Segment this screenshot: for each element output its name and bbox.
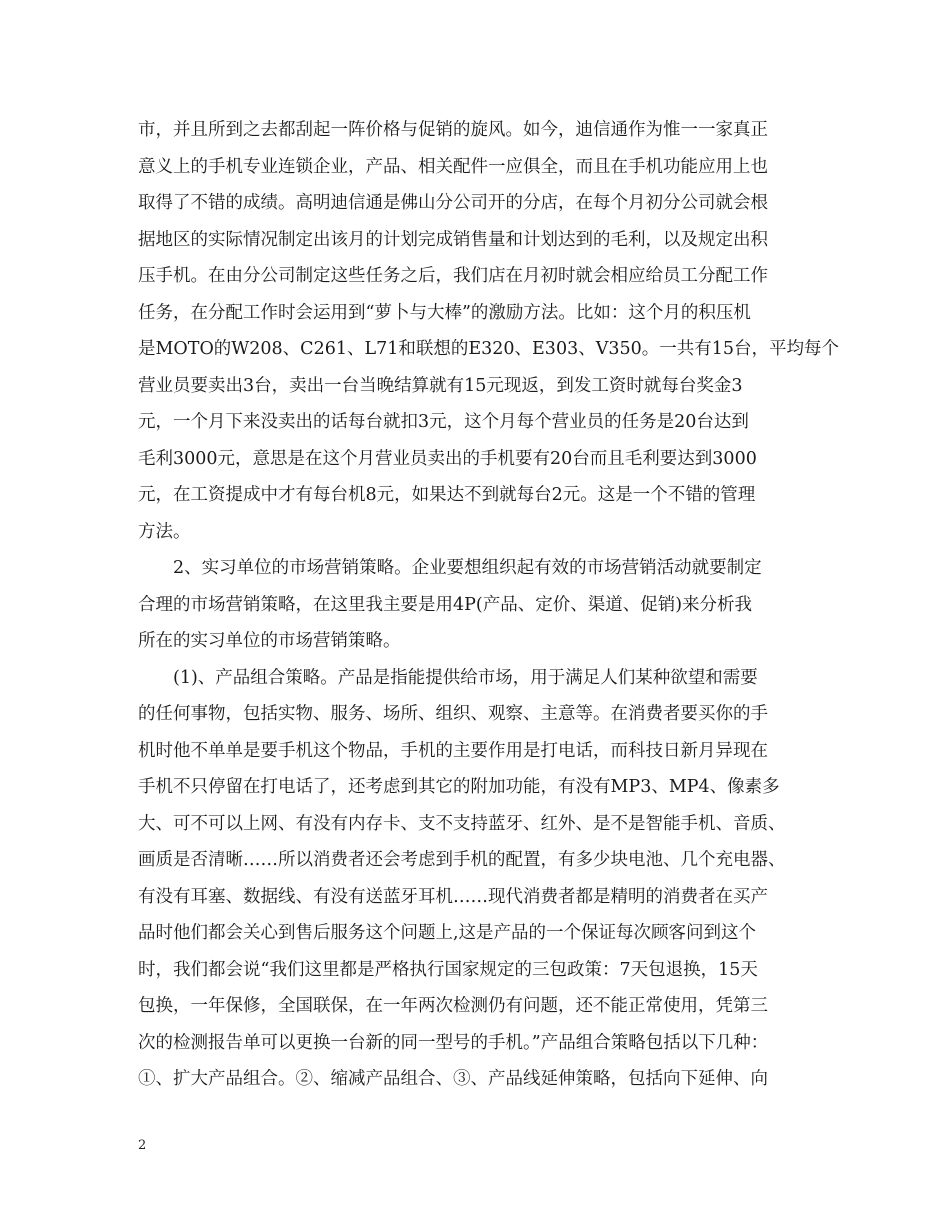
text-line: 2、实习单位的市场营销策略。企业要想组织起有效的市场营销活动就要制定: [173, 558, 762, 578]
page-number: 2: [138, 1138, 147, 1153]
text-line: 营业员要卖出3台，卖出一台当晚结算就有15元现返，到发工资时就每台奖金3: [138, 375, 743, 396]
paragraph: [138, 550, 828, 660]
text-line: 画质是否清晰……所以消费者还会考虑到手机的配置，有多少块电池、几个充电器、: [138, 850, 786, 870]
text-line: 据地区的实际情况制定出该月的计划完成销售量和计划达到的毛利，以及规定出积: [138, 229, 768, 250]
text-line: 毛利3000元，意思是在这个月营业员卖出的手机要有20台而且毛利要达到3000: [138, 448, 757, 469]
text-line: 取得了不错的成绩。高明迪信通是佛山分公司开的分店，在每个月初分公司就会根: [138, 193, 768, 213]
text-line: 时，我们都会说“我们这里都是严格执行国家规定的三包政策：7天包退换，15天: [138, 959, 758, 980]
text-line: ①、扩大产品组合。②、缩减产品组合、③、产品线延伸策略，包括向下延伸、向: [138, 1069, 768, 1089]
paragraph: [138, 112, 840, 550]
text-line: 元，一个月下来没卖出的话每台就扣3元，这个月每个营业员的任务是20台达到: [138, 412, 749, 432]
text-line: 大、可不可以上网、有没有内存卡、支不支持蓝牙、红外、是不是智能手机、音质、: [138, 813, 786, 834]
text-line: 次的检测报告单可以更换一台新的同一型号的手机。”产品组合策略包括以下几种：: [138, 1032, 769, 1053]
text-line: 任务，在分配工作时会运用到“萝卜与大棒”的激励方法。比如：这个月的积压机: [138, 302, 751, 323]
text-line: 元，在工资提成中才有每台机8元，如果达不到就每台2元。这是一个不错的管理: [138, 485, 756, 505]
text-line: 合理的市场营销策略，在这里我主要是用4P(产品、定价、渠道、促销)来分析我: [138, 594, 753, 615]
text-line: 方法。: [138, 521, 191, 542]
text-line: 市，并且所到之去都刮起一阵价格与促销的旋风。如今，迪信通作为惟一一家真正: [138, 120, 768, 140]
text-line: 手机不只停留在打电话了，还考虑到其它的附加功能，有没有MP3、MP4、像素多: [138, 777, 780, 797]
paragraph: [138, 660, 828, 1098]
text-line: 压手机。在由分公司制定这些任务之后，我们店在月初时就会相应给员工分配工作: [138, 266, 768, 286]
text-line: (1)、产品组合策略。产品是指能提供给市场，用于满足人们某种欲望和需要: [173, 667, 758, 688]
text-line: 的任何事物，包括实物、服务、场所、组织、观察、主意等。在消费者要买你的手: [138, 704, 768, 724]
text-line: 意义上的手机专业连锁企业，产品、相关配件一应俱全，而且在手机功能应用上也: [138, 156, 768, 177]
text-line: 包换，一年保修，全国联保，在一年两次检测仍有问题，还不能正常使用，凭第三: [138, 996, 768, 1016]
text-line: 品时他们都会关心到售后服务这个问题上,这是产品的一个保证每次顾客问到这个: [138, 923, 757, 943]
text-line: 是MOTO的W208、C261、L71和联想的E320、E303、V350。一共有15台，平均每个: [138, 339, 840, 359]
text-line: 有没有耳塞、数据线、有没有送蓝牙耳机……现代消费者都是精明的消费者在买产: [138, 886, 768, 907]
text-line: 所在的实习单位的市场营销策略。: [138, 631, 401, 651]
body-text: [138, 112, 840, 1098]
text-line: 机时他不单单是要手机这个物品，手机的主要作用是打电话，而科技日新月异现在: [138, 740, 768, 761]
